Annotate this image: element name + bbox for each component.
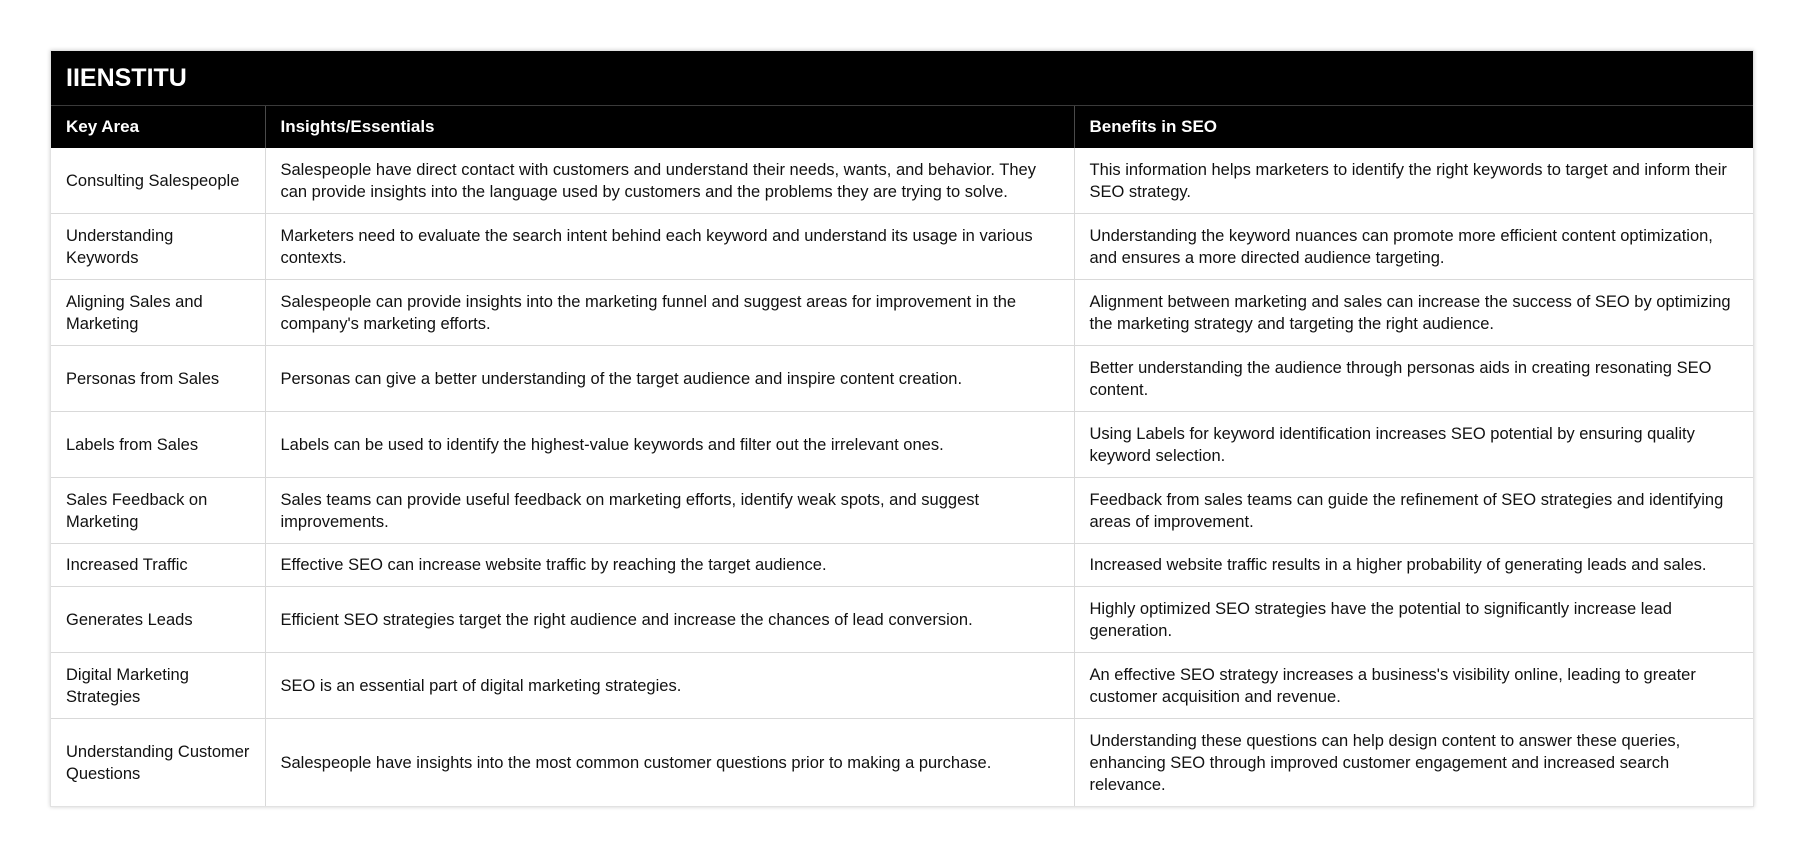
key-area-cell: Labels from Sales [51, 412, 265, 478]
benefits-cell: Feedback from sales teams can guide the refinement of SEO strategies and identifying areas of improvement. [1074, 478, 1753, 544]
key-area-cell: Consulting Salespeople [51, 148, 265, 214]
key-area-cell: Aligning Sales and Marketing [51, 280, 265, 346]
insights-cell: Salespeople have insights into the most common customer questions prior to making a purchase. [265, 719, 1074, 807]
benefits-cell: Alignment between marketing and sales can increase the success of SEO by optimizing the marketing strategy and targeting the right audience. [1074, 280, 1753, 346]
insights-cell: Salespeople have direct contact with customers and understand their needs, wants, and behavior. They can provide insights into the language used by customers and the problems they are trying to solve. [265, 148, 1074, 214]
column-header-key-area: Key Area [51, 106, 265, 148]
insights-cell: SEO is an essential part of digital marketing strategies. [265, 653, 1074, 719]
key-area-cell: Increased Traffic [51, 544, 265, 587]
table-row [51, 478, 1753, 544]
table-row [51, 412, 1753, 478]
benefits-cell: Highly optimized SEO strategies have the potential to significantly increase lead generation. [1074, 587, 1753, 653]
table-row [51, 214, 1753, 280]
benefits-cell: Better understanding the audience through personas aids in creating resonating SEO content. [1074, 346, 1753, 412]
key-area-cell: Understanding Customer Questions [51, 719, 265, 807]
insights-cell: Marketers need to evaluate the search intent behind each keyword and understand its usage in various contexts. [265, 214, 1074, 280]
benefits-cell: An effective SEO strategy increases a business's visibility online, leading to greater customer acquisition and revenue. [1074, 653, 1753, 719]
column-header-benefits: Benefits in SEO [1074, 106, 1753, 148]
insights-cell: Effective SEO can increase website traffic by reaching the target audience. [265, 544, 1074, 587]
insights-cell: Salespeople can provide insights into the marketing funnel and suggest areas for improvement in the company's marketing efforts. [265, 280, 1074, 346]
key-area-cell: Generates Leads [51, 587, 265, 653]
column-header-insights: Insights/Essentials [265, 106, 1074, 148]
insights-cell: Sales teams can provide useful feedback on marketing efforts, identify weak spots, and suggest improvements. [265, 478, 1074, 544]
key-area-cell: Personas from Sales [51, 346, 265, 412]
benefits-cell: Understanding the keyword nuances can promote more efficient content optimization, and ensures a more directed audience targeting. [1074, 214, 1753, 280]
insights-cell: Labels can be used to identify the highest-value keywords and filter out the irrelevant ones. [265, 412, 1074, 478]
benefits-cell: Using Labels for keyword identification increases SEO potential by ensuring quality keyword selection. [1074, 412, 1753, 478]
insights-cell: Personas can give a better understanding of the target audience and inspire content creation. [265, 346, 1074, 412]
table-row [51, 587, 1753, 653]
table-row [51, 346, 1753, 412]
table-row [51, 544, 1753, 587]
table-row [51, 280, 1753, 346]
seo-table [51, 106, 1753, 806]
key-area-cell: Sales Feedback on Marketing [51, 478, 265, 544]
table-row [51, 719, 1753, 807]
seo-table-card [50, 50, 1754, 807]
benefits-cell: Understanding these questions can help design content to answer these queries, enhancing SEO through improved customer engagement and increased search relevance. [1089, 731, 1681, 794]
table-row [51, 653, 1753, 719]
header-row [51, 106, 1753, 148]
key-area-cell: Understanding Keywords [51, 214, 265, 280]
table-row [51, 148, 1753, 214]
key-area-cell: Digital Marketing Strategies [51, 653, 265, 719]
benefits-cell: Increased website traffic results in a higher probability of generating leads and sales. [1074, 544, 1753, 587]
insights-cell: Efficient SEO strategies target the right audience and increase the chances of lead conversion. [265, 587, 1074, 653]
benefits-cell: This information helps marketers to identify the right keywords to target and inform their SEO strategy. [1074, 148, 1753, 214]
brand-title: IIENSTITU [51, 51, 1753, 106]
